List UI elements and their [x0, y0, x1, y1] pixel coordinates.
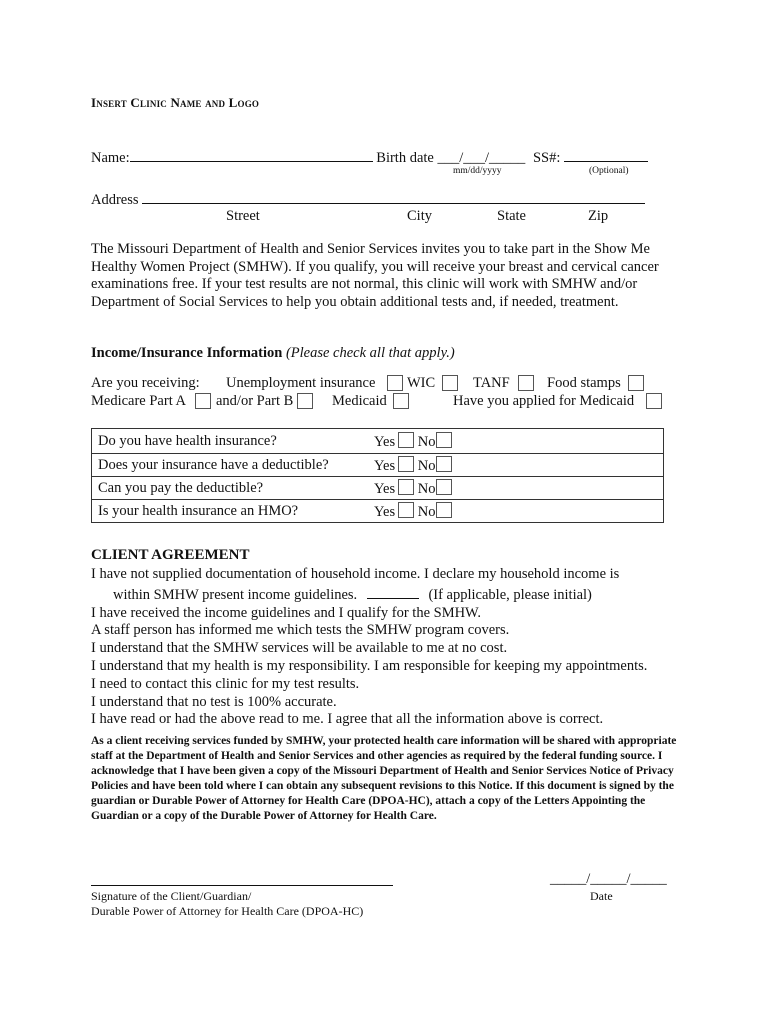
ss-hint: (Optional): [589, 166, 629, 176]
tanf-checkbox[interactable]: [518, 375, 534, 391]
agreement-line: I need to contact this clinic for my test results.: [91, 675, 360, 692]
no-checkbox[interactable]: [436, 456, 452, 472]
signature-line[interactable]: [91, 885, 393, 886]
intro-paragraph: The Missouri Department of Health and Senior Services invites you to take part in the Show Me Healthy Women Project (SMHW). If you qualify, you will receive your breast and cervical cancer examinations free. If your test results are not normal, this clinic will work with SMHW and/or Department of Social Services to help you obtain additional tests and, if needed, treatment.: [91, 241, 659, 310]
insurance-question: Do you have health insurance?: [98, 432, 277, 449]
ss-field[interactable]: [564, 147, 648, 162]
state-label: State: [497, 208, 526, 224]
unemployment-label: Unemployment insurance: [226, 375, 376, 391]
yes-no-cell: [368, 477, 664, 500]
table-row: [92, 454, 664, 477]
tanf-label: TANF: [473, 375, 510, 391]
medicare-a-checkbox[interactable]: [195, 393, 211, 409]
wic-label: WIC: [407, 375, 436, 391]
agreement-list: [91, 566, 691, 729]
medicaid-label: Medicaid: [332, 393, 387, 409]
agreement-line: I understand that my health is my responsibility. I am responsible for keeping my appointments.: [91, 657, 648, 674]
no-checkbox[interactable]: [436, 432, 452, 448]
privacy-notice: As a client receiving services funded by SMHW, your protected health care information will be shared with appropriate staff at the Department of Health and Senior Services and other agencies as required by the federal funding source. I acknowledge that I have been given a copy of the Missouri Department of Health and Senior Services Notice of Privacy Policies and have been told where I can obtain any subsequent revisions to this Notice. If this document is signed by the guardian or Durable Power of Attorney for Health Care (DPOA-HC), attach a copy of the Letters Appointing the Guardian or a copy of the Durable Power of Attorney for Health Care.: [91, 735, 677, 822]
receiving-label: Are you receiving:: [91, 375, 200, 391]
date-label: Date: [590, 889, 613, 903]
income-heading-note: (Please check all that apply.): [285, 345, 455, 361]
applied-medicaid-label: Have you applied for Medicaid: [453, 393, 635, 409]
agreement-line-initial: [91, 584, 691, 605]
yes-label: Yes: [374, 480, 396, 497]
table-row: [92, 477, 664, 500]
zip-label: Zip: [588, 208, 609, 224]
yes-checkbox[interactable]: [398, 456, 414, 472]
name-label: Name:: [91, 150, 130, 166]
table-row: [92, 429, 664, 454]
no-checkbox[interactable]: [436, 502, 452, 518]
name-row: [91, 147, 648, 167]
agreement-line: I have received the income guidelines and I qualify for the SMHW.: [91, 604, 482, 621]
food-stamps-checkbox[interactable]: [628, 375, 644, 391]
table-row: [92, 500, 664, 523]
part-b-label: and/or Part B: [216, 393, 294, 409]
ss-label: SS#:: [532, 150, 561, 166]
address-label: Address: [91, 192, 139, 208]
income-heading: [91, 345, 455, 362]
initial-field[interactable]: [367, 584, 419, 599]
yes-no-cell: [368, 429, 664, 454]
signature-label-1: Signature of the Client/Guardian/: [91, 889, 252, 903]
no-label: No: [417, 433, 436, 450]
street-label: Street: [226, 208, 260, 224]
agreement-heading: CLIENT AGREEMENT: [91, 547, 250, 563]
yes-checkbox[interactable]: [398, 502, 414, 518]
date-field[interactable]: _____/_____/_____: [550, 871, 667, 887]
agreement-line: A staff person has informed me which tests the SMHW program covers.: [91, 622, 510, 639]
initial-note: (If applicable, please initial): [428, 586, 592, 603]
no-label: No: [417, 503, 436, 520]
medicaid-checkbox[interactable]: [393, 393, 409, 409]
agreement-line-text: within SMHW present income guidelines.: [113, 586, 358, 603]
no-label: No: [417, 480, 436, 497]
signature-label-2: Durable Power of Attorney for Health Care (DPOA-HC): [91, 904, 364, 918]
insurance-question: Does your insurance have a deductible?: [92, 454, 369, 477]
yes-no-cell: [368, 500, 664, 523]
city-label: City: [407, 208, 432, 224]
address-row: [91, 189, 645, 209]
address-field[interactable]: [142, 189, 645, 204]
part-b-checkbox[interactable]: [297, 393, 313, 409]
no-checkbox[interactable]: [436, 479, 452, 495]
yes-no-cell: [368, 454, 664, 477]
yes-label: Yes: [374, 457, 396, 474]
wic-checkbox[interactable]: [442, 375, 458, 391]
birth-date-label: Birth date: [376, 150, 434, 166]
applied-medicaid-checkbox[interactable]: [646, 393, 662, 409]
yes-checkbox[interactable]: [398, 432, 414, 448]
insurance-table: [91, 428, 664, 523]
income-heading-title: Income/Insurance Information: [91, 345, 283, 361]
food-stamps-label: Food stamps: [547, 375, 621, 391]
insurance-question: Can you pay the deductible?: [92, 477, 369, 500]
medicare-a-label: Medicare Part A: [91, 393, 187, 409]
no-label: No: [417, 457, 436, 474]
agreement-line: I have read or had the above read to me. I agree that all the information above is correct.: [91, 711, 604, 728]
unemployment-checkbox[interactable]: [387, 375, 403, 391]
clinic-name-placeholder: Insert Clinic Name and Logo: [91, 95, 260, 110]
name-field[interactable]: [130, 147, 373, 162]
agreement-line: I have not supplied documentation of household income. I declare my household income is: [91, 566, 620, 582]
birth-date-field[interactable]: ___/___/_____: [437, 150, 526, 166]
agreement-line: I understand that the SMHW services will be available to me at no cost.: [91, 640, 508, 657]
agreement-line: I understand that no test is 100% accurate.: [91, 693, 337, 710]
insurance-question: Is your health insurance an HMO?: [92, 500, 369, 523]
birth-date-hint: mm/dd/yyyy: [453, 166, 502, 176]
yes-label: Yes: [374, 503, 396, 520]
yes-label: Yes: [374, 433, 396, 450]
yes-checkbox[interactable]: [398, 479, 414, 495]
